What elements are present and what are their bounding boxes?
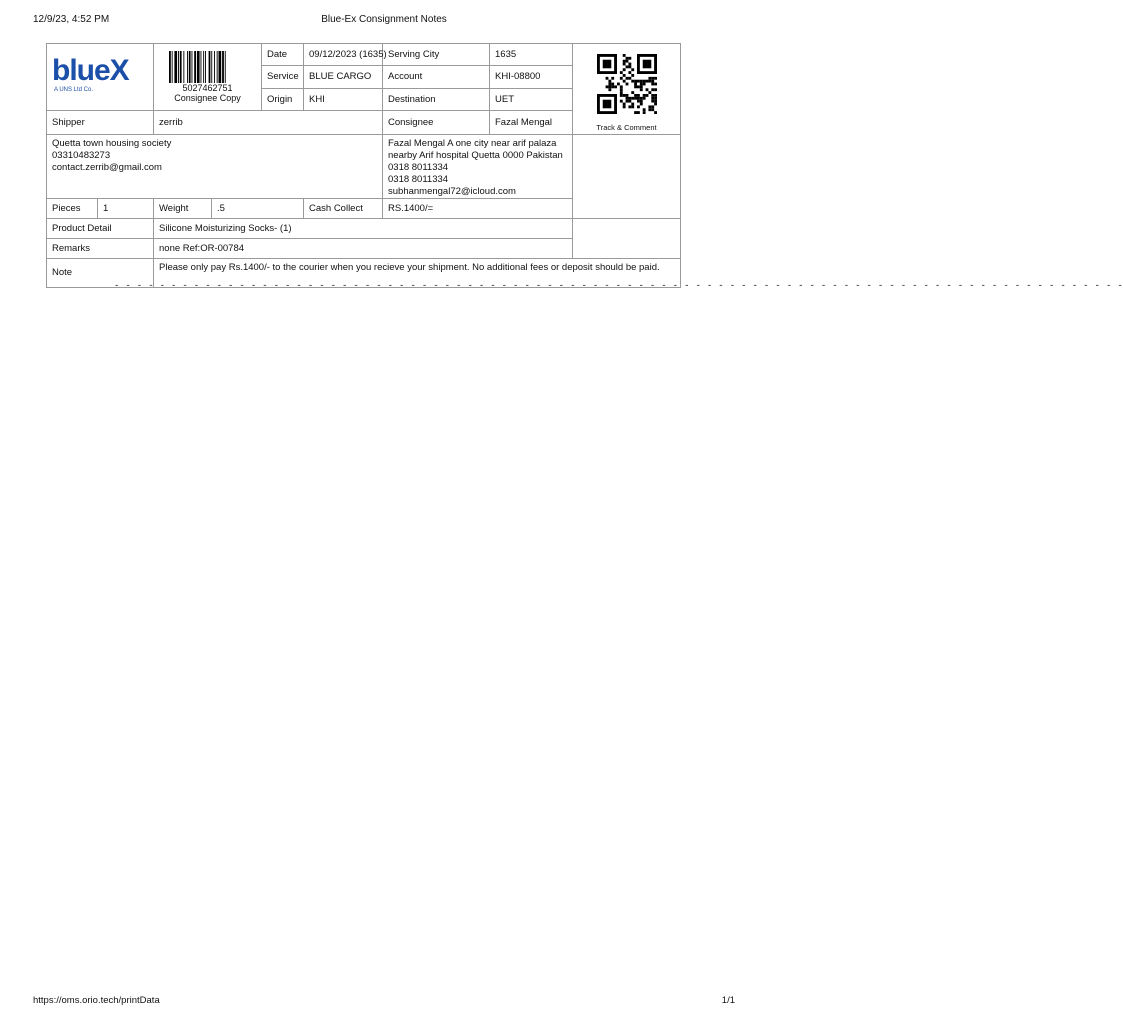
serving-city-value: 1635	[490, 44, 573, 66]
shipper-details	[47, 135, 383, 199]
weight-label: Weight	[154, 199, 212, 219]
print-title: Blue-Ex Consignment Notes	[321, 14, 447, 25]
page-number: 1/1	[721, 995, 735, 1006]
origin-value: KHI	[304, 88, 383, 110]
product-side-blank	[573, 219, 681, 259]
logo-subtitle: A UNS Ltd Co.	[54, 87, 94, 94]
consignment-table	[46, 43, 681, 288]
serving-city-label: Serving City	[383, 44, 490, 66]
print-url: https://oms.orio.tech/printData	[33, 995, 160, 1006]
service-label: Service	[262, 66, 304, 88]
origin-label: Origin	[262, 88, 304, 110]
weight-value: .5	[212, 199, 304, 219]
shipper-address: Quetta town housing society	[52, 138, 172, 149]
shipper-phone: 03310483273	[52, 150, 111, 161]
date-value: 09/12/2023 (1635)	[304, 44, 383, 66]
product-detail-value: Silicone Moisturizing Socks- (1)	[154, 219, 573, 239]
shipper-name: zerrib	[154, 111, 383, 135]
destination-value: UET	[490, 88, 573, 110]
consignment-note	[46, 43, 680, 278]
remarks-value: none Ref:OR-00784	[154, 239, 573, 259]
consignee-details	[383, 135, 573, 199]
cash-collect-label: Cash Collect	[304, 199, 383, 219]
note-value: Please only pay Rs.1400/- to the courier when you recieve your shipment. No additional fees or deposit should be paid.	[154, 259, 681, 288]
date-label: Date	[262, 44, 304, 66]
qr-caption: Track & Comment	[596, 123, 657, 132]
consignee-phone: 0318 8011334	[388, 174, 449, 185]
barcode-cell	[154, 44, 262, 111]
account-label: Account	[383, 66, 490, 88]
product-detail-label: Product Detail	[47, 219, 154, 239]
note-label: Note	[47, 259, 154, 288]
cash-collect-value: RS.1400/=	[383, 199, 573, 219]
service-value: BLUE CARGO	[304, 66, 383, 88]
qr-side-blank	[573, 135, 681, 219]
logo-cell	[47, 44, 154, 111]
cut-line: - - - - - - - - - - - - - - - - - - - - - - - - - - - - - - - - - - - - - - - - - - - - - - - - - - - - - - - - - - - - - - - - - - - - - - - - - - - - - - - - - - - - - - - - -	[114, 281, 1123, 291]
destination-label: Destination	[383, 88, 490, 110]
copy-label: Consignee Copy	[174, 93, 241, 104]
consignee-label: Consignee	[383, 111, 490, 135]
shipper-email: contact.zerrib@gmail.com	[52, 162, 162, 173]
barcode-image	[168, 51, 248, 83]
barcode-number: 5027462751	[182, 83, 233, 94]
print-datetime: 12/9/23, 4:52 PM	[33, 14, 110, 25]
consignee-address: Fazal Mengal A one city near arif palaza nearby Arif hospital Quetta 0000 Pakistan 0318 8011334	[388, 138, 563, 173]
qr-code-image	[595, 54, 659, 114]
bluex-logo	[52, 54, 148, 88]
pieces-label: Pieces	[47, 199, 98, 219]
remarks-label: Remarks	[47, 239, 154, 259]
account-value: KHI-08800	[490, 66, 573, 88]
shipper-label: Shipper	[47, 111, 154, 135]
logo-text: blueX	[52, 54, 129, 88]
consignee-email: subhanmengal72@icloud.com	[388, 186, 516, 197]
consignee-name: Fazal Mengal	[490, 111, 573, 135]
qr-cell	[573, 44, 681, 135]
pieces-value: 1	[98, 199, 154, 219]
